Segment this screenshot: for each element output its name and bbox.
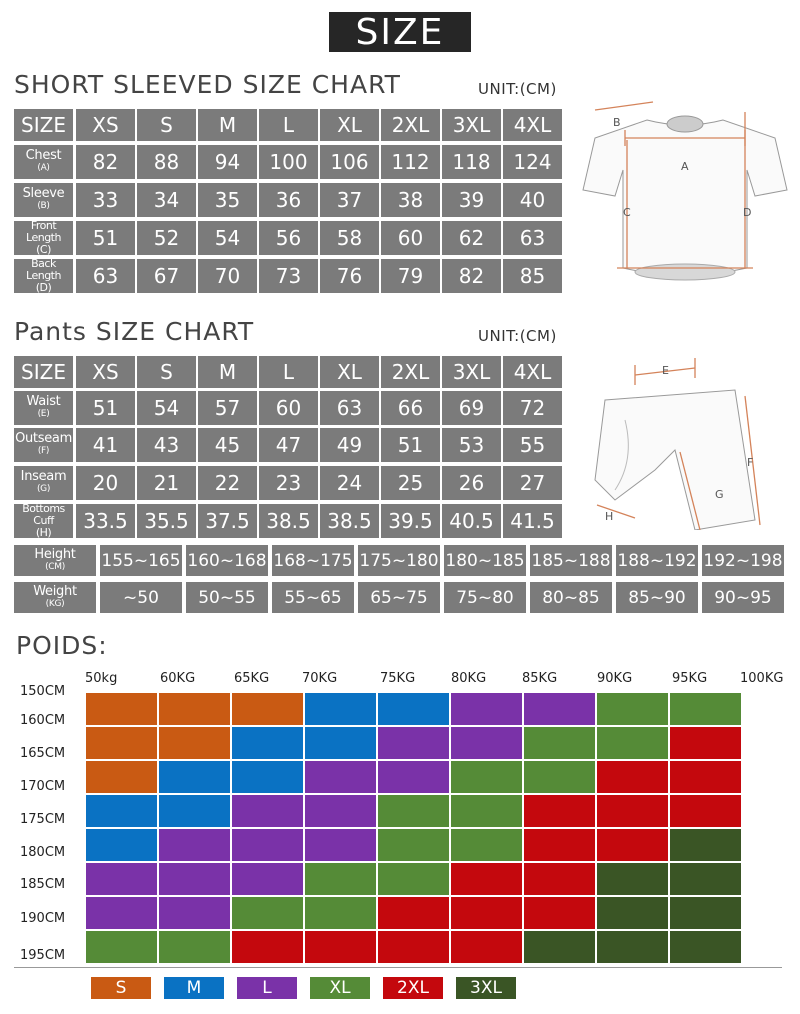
pants-value-cell: 25	[381, 466, 440, 500]
poids-cell-3xl	[596, 896, 669, 930]
jersey-value-cell: 118	[442, 145, 501, 179]
weight-range-cell: 55~65	[272, 582, 354, 613]
poids-cell-l	[231, 862, 304, 896]
pants-value-cell: 51	[76, 391, 135, 425]
jersey-value-cell: 106	[320, 145, 379, 179]
pants-value-cell: 43	[137, 428, 196, 462]
pants-row-label	[14, 391, 73, 425]
pants-value-cell: 21	[137, 466, 196, 500]
row-label-code: (A)	[37, 163, 50, 173]
height-axis-label: 195CM	[20, 948, 66, 963]
row-label-text: Front Length	[26, 219, 61, 244]
poids-cell-l	[304, 794, 377, 828]
poids-cell-3xl	[596, 930, 669, 964]
poids-cell-m	[231, 760, 304, 794]
poids-cell-s	[85, 760, 158, 794]
row-label-text: Inseam	[20, 469, 67, 484]
poids-cell-2xl	[596, 828, 669, 862]
pants-row-label	[14, 504, 73, 538]
poids-cell-xl	[450, 760, 523, 794]
poids-cell-l	[85, 862, 158, 896]
poids-cell-l	[523, 692, 596, 726]
pants-header-2xl: 2XL	[381, 356, 440, 388]
weight-range-cell: 50~55	[186, 582, 268, 613]
jersey-value-cell: 82	[442, 259, 501, 293]
poids-cell-m	[377, 692, 450, 726]
height-unit: (CM)	[45, 561, 65, 572]
poids-cell-l	[304, 760, 377, 794]
jersey-row-label	[14, 221, 73, 255]
jersey-header-size: SIZE	[14, 109, 73, 141]
weight-range-cell: 75~80	[444, 582, 526, 613]
diagram-letter-c: C	[623, 206, 631, 219]
jersey-value-cell: 56	[259, 221, 318, 255]
poids-cell-2xl	[523, 828, 596, 862]
row-label-text: Chest	[25, 148, 62, 163]
jersey-value-cell: 54	[198, 221, 257, 255]
poids-cell-l	[450, 726, 523, 760]
pants-value-cell: 39.5	[381, 504, 440, 538]
poids-cell-2xl	[304, 930, 377, 964]
poids-cell-2xl	[377, 896, 450, 930]
poids-cell-2xl	[669, 760, 742, 794]
jersey-header-xs: XS	[76, 109, 135, 141]
jersey-header-3xl: 3XL	[442, 109, 501, 141]
jersey-value-cell: 70	[198, 259, 257, 293]
poids-cell-s	[85, 726, 158, 760]
pants-value-cell: 22	[198, 466, 257, 500]
poids-cell-2xl	[596, 794, 669, 828]
row-label-text: Outseam	[15, 431, 72, 446]
poids-cell-xl	[304, 862, 377, 896]
weight-axis-label: 75KG	[380, 671, 416, 686]
weight-range-cell: 65~75	[358, 582, 440, 613]
row-label-code: (E)	[37, 409, 50, 419]
jersey-value-cell: 52	[137, 221, 196, 255]
poids-cell-3xl	[523, 930, 596, 964]
pants-row-label	[14, 428, 73, 462]
pants-value-cell: 60	[259, 391, 318, 425]
pants-value-cell: 53	[442, 428, 501, 462]
jersey-value-cell: 82	[76, 145, 135, 179]
row-label-text: Sleeve	[22, 186, 65, 201]
jersey-row-label	[14, 183, 73, 217]
diagram-letter-d: D	[743, 206, 752, 219]
poids-cell-xl	[596, 692, 669, 726]
jersey-header-m: M	[198, 109, 257, 141]
poids-cell-l	[85, 896, 158, 930]
row-label-text: Waist	[26, 394, 61, 409]
legend-3xl: 3XL	[456, 977, 516, 999]
diagram-letter-f: F	[747, 456, 754, 469]
poids-cell-l	[450, 692, 523, 726]
poids-cell-2xl	[377, 930, 450, 964]
jersey-value-cell: 94	[198, 145, 257, 179]
poids-cell-3xl	[669, 930, 742, 964]
jersey-value-cell: 112	[381, 145, 440, 179]
pants-value-cell: 33.5	[76, 504, 135, 538]
pants-value-cell: 55	[503, 428, 562, 462]
poids-cell-s	[158, 692, 231, 726]
pants-value-cell: 63	[320, 391, 379, 425]
poids-cell-xl	[231, 896, 304, 930]
pants-header-s: S	[137, 356, 196, 388]
weight-axis-label: 90KG	[597, 671, 633, 686]
weight-axis-label: 65KG	[234, 671, 270, 686]
poids-cell-2xl	[669, 794, 742, 828]
diagram-letter-a: A	[681, 160, 689, 173]
jersey-value-cell: 36	[259, 183, 318, 217]
height-axis-label: 165CM	[20, 746, 66, 761]
row-label-code: (F)	[37, 446, 50, 456]
height-range-cell: 192~198	[702, 545, 784, 576]
jersey-value-cell: 62	[442, 221, 501, 255]
row-label-code: (G)	[36, 484, 51, 494]
pants-value-cell: 40.5	[442, 504, 501, 538]
pants-value-cell: 20	[76, 466, 135, 500]
row-label-text: Bottoms Cuff	[22, 502, 65, 527]
poids-cell-l	[377, 760, 450, 794]
weight-label-cell	[14, 582, 96, 613]
jersey-header-xl: XL	[320, 109, 379, 141]
pants-value-cell: 54	[137, 391, 196, 425]
height-axis-label: 175CM	[20, 812, 66, 827]
poids-cell-l	[377, 726, 450, 760]
poids-cell-xl	[158, 930, 231, 964]
height-range-cell: 168~175	[272, 545, 354, 576]
poids-cell-m	[304, 692, 377, 726]
legend-m: M	[164, 977, 224, 999]
weight-axis-label: 80KG	[451, 671, 487, 686]
jersey-value-cell: 35	[198, 183, 257, 217]
weight-axis-label: 85KG	[522, 671, 558, 686]
height-label-cell	[14, 545, 96, 576]
jersey-value-cell: 85	[503, 259, 562, 293]
jersey-value-cell: 76	[320, 259, 379, 293]
poids-cell-l	[304, 828, 377, 862]
pants-row-label	[14, 466, 73, 500]
jersey-value-cell: 58	[320, 221, 379, 255]
pants-value-cell: 26	[442, 466, 501, 500]
weight-axis-label: 60KG	[160, 671, 196, 686]
poids-cell-xl	[596, 726, 669, 760]
height-axis-label: 170CM	[20, 779, 66, 794]
jersey-row-label	[14, 145, 73, 179]
poids-cell-xl	[523, 726, 596, 760]
jersey-value-cell: 51	[76, 221, 135, 255]
legend-l: L	[237, 977, 297, 999]
height-range-cell: 180~185	[444, 545, 526, 576]
poids-cell-2xl	[523, 794, 596, 828]
height-axis-label: 180CM	[20, 845, 66, 860]
height-axis-label: 160CM	[20, 713, 66, 728]
row-label-code: (D)	[35, 281, 52, 294]
pants-header-3xl: 3XL	[442, 356, 501, 388]
legend-s: S	[91, 977, 151, 999]
pants-header-l: L	[259, 356, 318, 388]
poids-cell-xl	[523, 760, 596, 794]
jersey-value-cell: 33	[76, 183, 135, 217]
height-range-cell: 188~192	[616, 545, 698, 576]
poids-cell-xl	[304, 896, 377, 930]
jersey-value-cell: 124	[503, 145, 562, 179]
weight-axis-label: 100KG	[740, 671, 784, 686]
height-range-cell: 175~180	[358, 545, 440, 576]
pants-value-cell: 38.5	[259, 504, 318, 538]
poids-cell-2xl	[450, 930, 523, 964]
row-label-code: (B)	[37, 201, 50, 211]
poids-cell-2xl	[523, 862, 596, 896]
poids-cell-2xl	[450, 896, 523, 930]
diagram-letter-b: B	[613, 116, 621, 129]
poids-baseline	[14, 967, 782, 968]
height-axis-label: 190CM	[20, 911, 66, 926]
pants-diagram	[585, 340, 785, 530]
pants-header-size: SIZE	[14, 356, 73, 388]
pants-value-cell: 72	[503, 391, 562, 425]
poids-cell-2xl	[669, 726, 742, 760]
poids-cell-xl	[450, 828, 523, 862]
poids-cell-3xl	[669, 896, 742, 930]
diagram-letter-g: G	[715, 488, 724, 501]
poids-cell-l	[231, 794, 304, 828]
poids-title: POIDS:	[16, 631, 108, 660]
jersey-value-cell: 63	[76, 259, 135, 293]
height-range-cell: 185~188	[530, 545, 612, 576]
poids-cell-m	[158, 794, 231, 828]
height-range-cell: 155~165	[100, 545, 182, 576]
height-axis-label: 150CM	[20, 684, 66, 699]
weight-axis-label: 50kg	[85, 671, 118, 686]
poids-cell-2xl	[523, 896, 596, 930]
pants-value-cell: 41	[76, 428, 135, 462]
poids-cell-2xl	[596, 760, 669, 794]
poids-cell-xl	[85, 930, 158, 964]
poids-cell-xl	[669, 692, 742, 726]
jersey-value-cell: 34	[137, 183, 196, 217]
jersey-value-cell: 88	[137, 145, 196, 179]
weight-axis-label: 95KG	[672, 671, 708, 686]
poids-cell-xl	[377, 828, 450, 862]
diagram-letter-h: H	[605, 510, 614, 523]
height-label: Height	[34, 546, 76, 562]
diagram-letter-e: E	[662, 364, 669, 377]
legend-xl: XL	[310, 977, 370, 999]
jersey-value-cell: 67	[137, 259, 196, 293]
jersey-value-cell: 39	[442, 183, 501, 217]
poids-cell-m	[85, 828, 158, 862]
poids-cell-3xl	[669, 862, 742, 896]
poids-cell-xl	[377, 794, 450, 828]
jersey-value-cell: 37	[320, 183, 379, 217]
pants-value-cell: 35.5	[137, 504, 196, 538]
pants-value-cell: 41.5	[503, 504, 562, 538]
weight-range-cell: 80~85	[530, 582, 612, 613]
pants-value-cell: 57	[198, 391, 257, 425]
pants-value-cell: 37.5	[198, 504, 257, 538]
pants-value-cell: 66	[381, 391, 440, 425]
jersey-header-2xl: 2XL	[381, 109, 440, 141]
pants-value-cell: 69	[442, 391, 501, 425]
poids-cell-m	[231, 726, 304, 760]
pants-value-cell: 38.5	[320, 504, 379, 538]
weight-label: Weight	[33, 583, 77, 599]
jersey-header-l: L	[259, 109, 318, 141]
pants-unit: UNIT:(CM)	[478, 327, 557, 345]
poids-cell-2xl	[450, 862, 523, 896]
size-banner: SIZE	[329, 12, 471, 52]
poids-cell-l	[158, 896, 231, 930]
jersey-row-label	[14, 259, 73, 293]
poids-cell-s	[158, 726, 231, 760]
pants-title: Pants SIZE CHART	[14, 317, 255, 346]
pants-value-cell: 47	[259, 428, 318, 462]
jersey-header-s: S	[137, 109, 196, 141]
poids-cell-s	[231, 692, 304, 726]
pants-value-cell: 23	[259, 466, 318, 500]
jersey-header-4xl: 4XL	[503, 109, 562, 141]
pants-header-4xl: 4XL	[503, 356, 562, 388]
row-label-code: (H)	[35, 526, 52, 539]
weight-range-cell: ~50	[100, 582, 182, 613]
pants-value-cell: 27	[503, 466, 562, 500]
jersey-value-cell: 79	[381, 259, 440, 293]
poids-cell-2xl	[231, 930, 304, 964]
row-label-code: (C)	[36, 243, 51, 256]
poids-cell-l	[231, 828, 304, 862]
jersey-value-cell: 40	[503, 183, 562, 217]
poids-cell-l	[158, 828, 231, 862]
pants-value-cell: 49	[320, 428, 379, 462]
poids-cell-m	[304, 726, 377, 760]
jersey-diagram	[575, 100, 795, 290]
row-label-text: Back Length	[26, 257, 61, 282]
poids-cell-xl	[450, 794, 523, 828]
pants-value-cell: 51	[381, 428, 440, 462]
jersey-value-cell: 60	[381, 221, 440, 255]
poids-cell-m	[158, 760, 231, 794]
poids-cell-m	[85, 794, 158, 828]
height-range-cell: 160~168	[186, 545, 268, 576]
jersey-value-cell: 63	[503, 221, 562, 255]
weight-range-cell: 90~95	[702, 582, 784, 613]
weight-axis-label: 70KG	[302, 671, 338, 686]
poids-cell-xl	[377, 862, 450, 896]
poids-cell-3xl	[596, 862, 669, 896]
poids-cell-s	[85, 692, 158, 726]
pants-value-cell: 45	[198, 428, 257, 462]
height-axis-label: 185CM	[20, 877, 66, 892]
weight-unit: (KG)	[45, 598, 65, 609]
jersey-value-cell: 100	[259, 145, 318, 179]
jersey-value-cell: 73	[259, 259, 318, 293]
jersey-value-cell: 38	[381, 183, 440, 217]
jersey-unit: UNIT:(CM)	[478, 80, 557, 98]
legend-2xl: 2XL	[383, 977, 443, 999]
poids-cell-l	[158, 862, 231, 896]
poids-cell-3xl	[669, 828, 742, 862]
pants-header-xs: XS	[76, 356, 135, 388]
weight-range-cell: 85~90	[616, 582, 698, 613]
pants-header-m: M	[198, 356, 257, 388]
jersey-title: SHORT SLEEVED SIZE CHART	[14, 70, 401, 99]
pants-header-xl: XL	[320, 356, 379, 388]
pants-value-cell: 24	[320, 466, 379, 500]
